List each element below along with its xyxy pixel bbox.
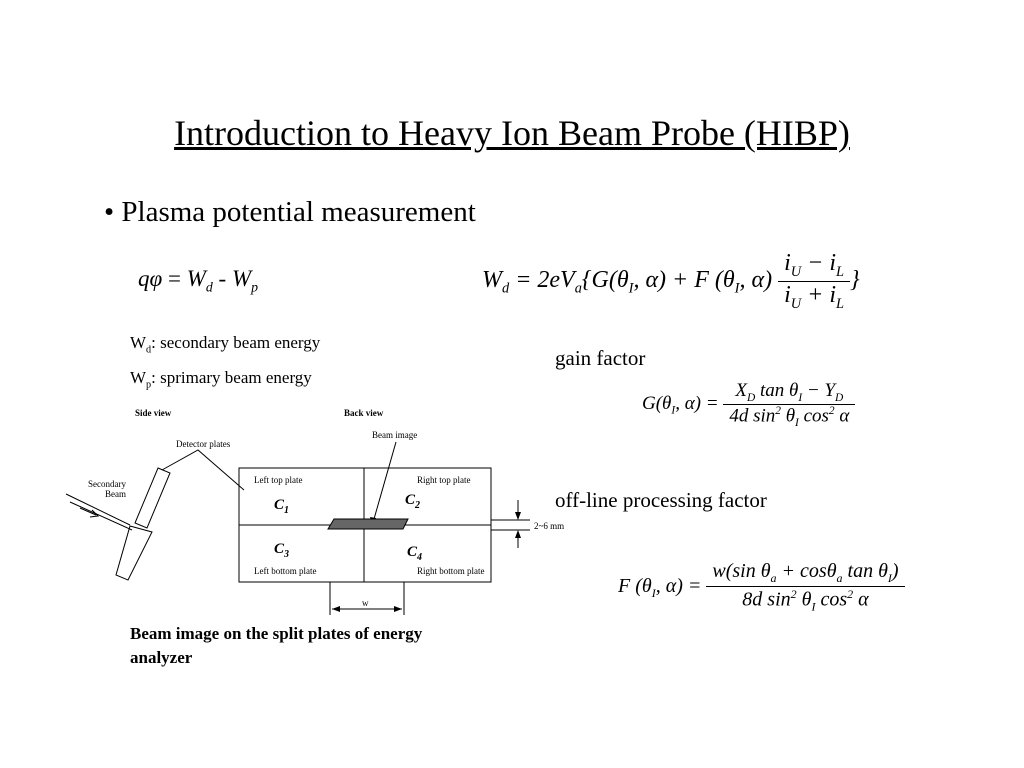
secondary-beam-label: Beam [105,489,126,499]
eq-term: θ [796,588,812,611]
def-text: : secondary beam energy [151,333,321,352]
plate-c1-label: $C_1$ [274,497,290,516]
eq-term: i [784,250,791,276]
eq-term: F (θ [618,574,652,597]
eq-subscript: L [836,263,845,280]
gain-factor-label: gain factor [555,346,646,370]
eq-term: , α) = [675,392,719,414]
eq-term: = 2eV [515,266,575,293]
bullet-text: Plasma potential measurement [121,196,476,228]
def-symbol: W [130,333,147,352]
side-view-label: Side view [135,408,172,418]
eq-operator: = [167,266,181,291]
right-bottom-plate-label: Right bottom plate [417,566,485,576]
secondary-beam-label: Secondary [88,479,126,489]
eq-subscript: U [790,263,802,280]
eq-term: + i [801,281,837,308]
beam-image-strip [328,519,408,529]
eq-symbol: W [186,266,206,291]
eq-term: tan θ [755,380,799,401]
eq-term: 4d sin [729,405,776,427]
eq-subscript: a [770,571,777,585]
eq-term: {G(θ [581,266,629,293]
plate-c4-label: $C_4$ [407,544,423,563]
plate-c2-label: $C_2$ [405,492,421,511]
eq-operator: - [218,266,227,291]
eq-term: } [850,266,860,293]
eq-superscript: 2 [775,404,781,417]
back-view-label: Back view [344,408,384,418]
eq-superscript: 2 [828,404,835,417]
eq-term: X [735,380,747,401]
eq-term: , α) + F (θ [633,266,735,293]
eq-term: w(sin θ [712,560,771,582]
eq-subscript: I [798,391,803,404]
plate-c3-label: $C_3$ [274,541,290,560]
side-bottom-plate [116,526,152,580]
right-top-plate-label: Right top plate [417,475,471,485]
eq-term: θ [780,405,796,427]
def-subscript: p [146,379,152,391]
eq-subscript: I [887,571,892,585]
width-arrowhead [332,606,340,612]
eq-subscript: d [502,280,510,297]
eq-subscript: U [790,295,802,312]
eq-term: , α) [739,266,773,293]
def-text: : sprimary beam energy [151,368,312,387]
eq-subscript: p [251,279,259,295]
eq-term: i [784,281,791,308]
eq-symbol: W [482,266,502,293]
eq-symbol: W [231,266,252,291]
diagram-caption: Beam image on the split plates of energy analyzer [130,624,423,667]
eq-subscript: D [747,391,756,404]
eq-subscript: I [734,280,740,297]
eq-term: α [834,405,850,427]
eq-superscript: 2 [847,587,854,601]
eq-term: tan θ [842,560,888,582]
gap-arrowhead [515,530,521,538]
secondary-beam-line [70,502,132,530]
eq-subscript: L [836,295,845,312]
eq-subscript: I [651,585,656,600]
slide-title: Introduction to Heavy Ion Beam Probe (HIBP) [174,113,850,153]
width-arrowhead [394,606,402,612]
detector-plates-label: Detector plates [176,439,231,449]
eq-subscript: a [836,571,843,585]
eq-superscript: 2 [790,587,797,601]
eq-subscript: I [671,404,676,417]
eq-term: cos [815,588,848,611]
def-subscript: d [146,344,152,356]
eq-subscript: a [574,280,582,297]
eq-subscript: d [205,279,213,295]
eq-subscript: I [811,599,816,614]
eq-term: G(θ [642,392,672,414]
eq-term: cos [798,405,829,427]
width-label: w [362,598,369,608]
eq-term: + cosθ [776,560,837,582]
eq-subscript: D [835,391,844,404]
side-top-plate [135,468,170,528]
def-symbol: W [130,368,147,387]
beam-image-leader [372,442,396,526]
eq-term: − i [801,250,837,276]
eq-term: 8d sin [742,588,791,611]
offline-factor-label: off-line processing factor [555,488,767,512]
beam-image-label: Beam image [372,430,418,440]
gap-arrowhead [515,512,521,520]
eq-term: , α) = [655,574,702,597]
bullet-marker: • [104,196,115,228]
gap-label: 2~6 mm [534,521,565,531]
eq-term: ) [891,560,899,582]
eq-term: α [853,588,869,611]
left-bottom-plate-label: Left bottom plate [254,566,317,576]
eq-subscript: I [795,416,799,429]
eq-subscript: I [628,280,634,297]
eq-symbol: q [138,266,150,291]
detector-leader-line [162,450,244,490]
left-top-plate-label: Left top plate [254,475,303,485]
eq-term: − Y [802,380,836,401]
eq-symbol: φ [149,266,163,291]
